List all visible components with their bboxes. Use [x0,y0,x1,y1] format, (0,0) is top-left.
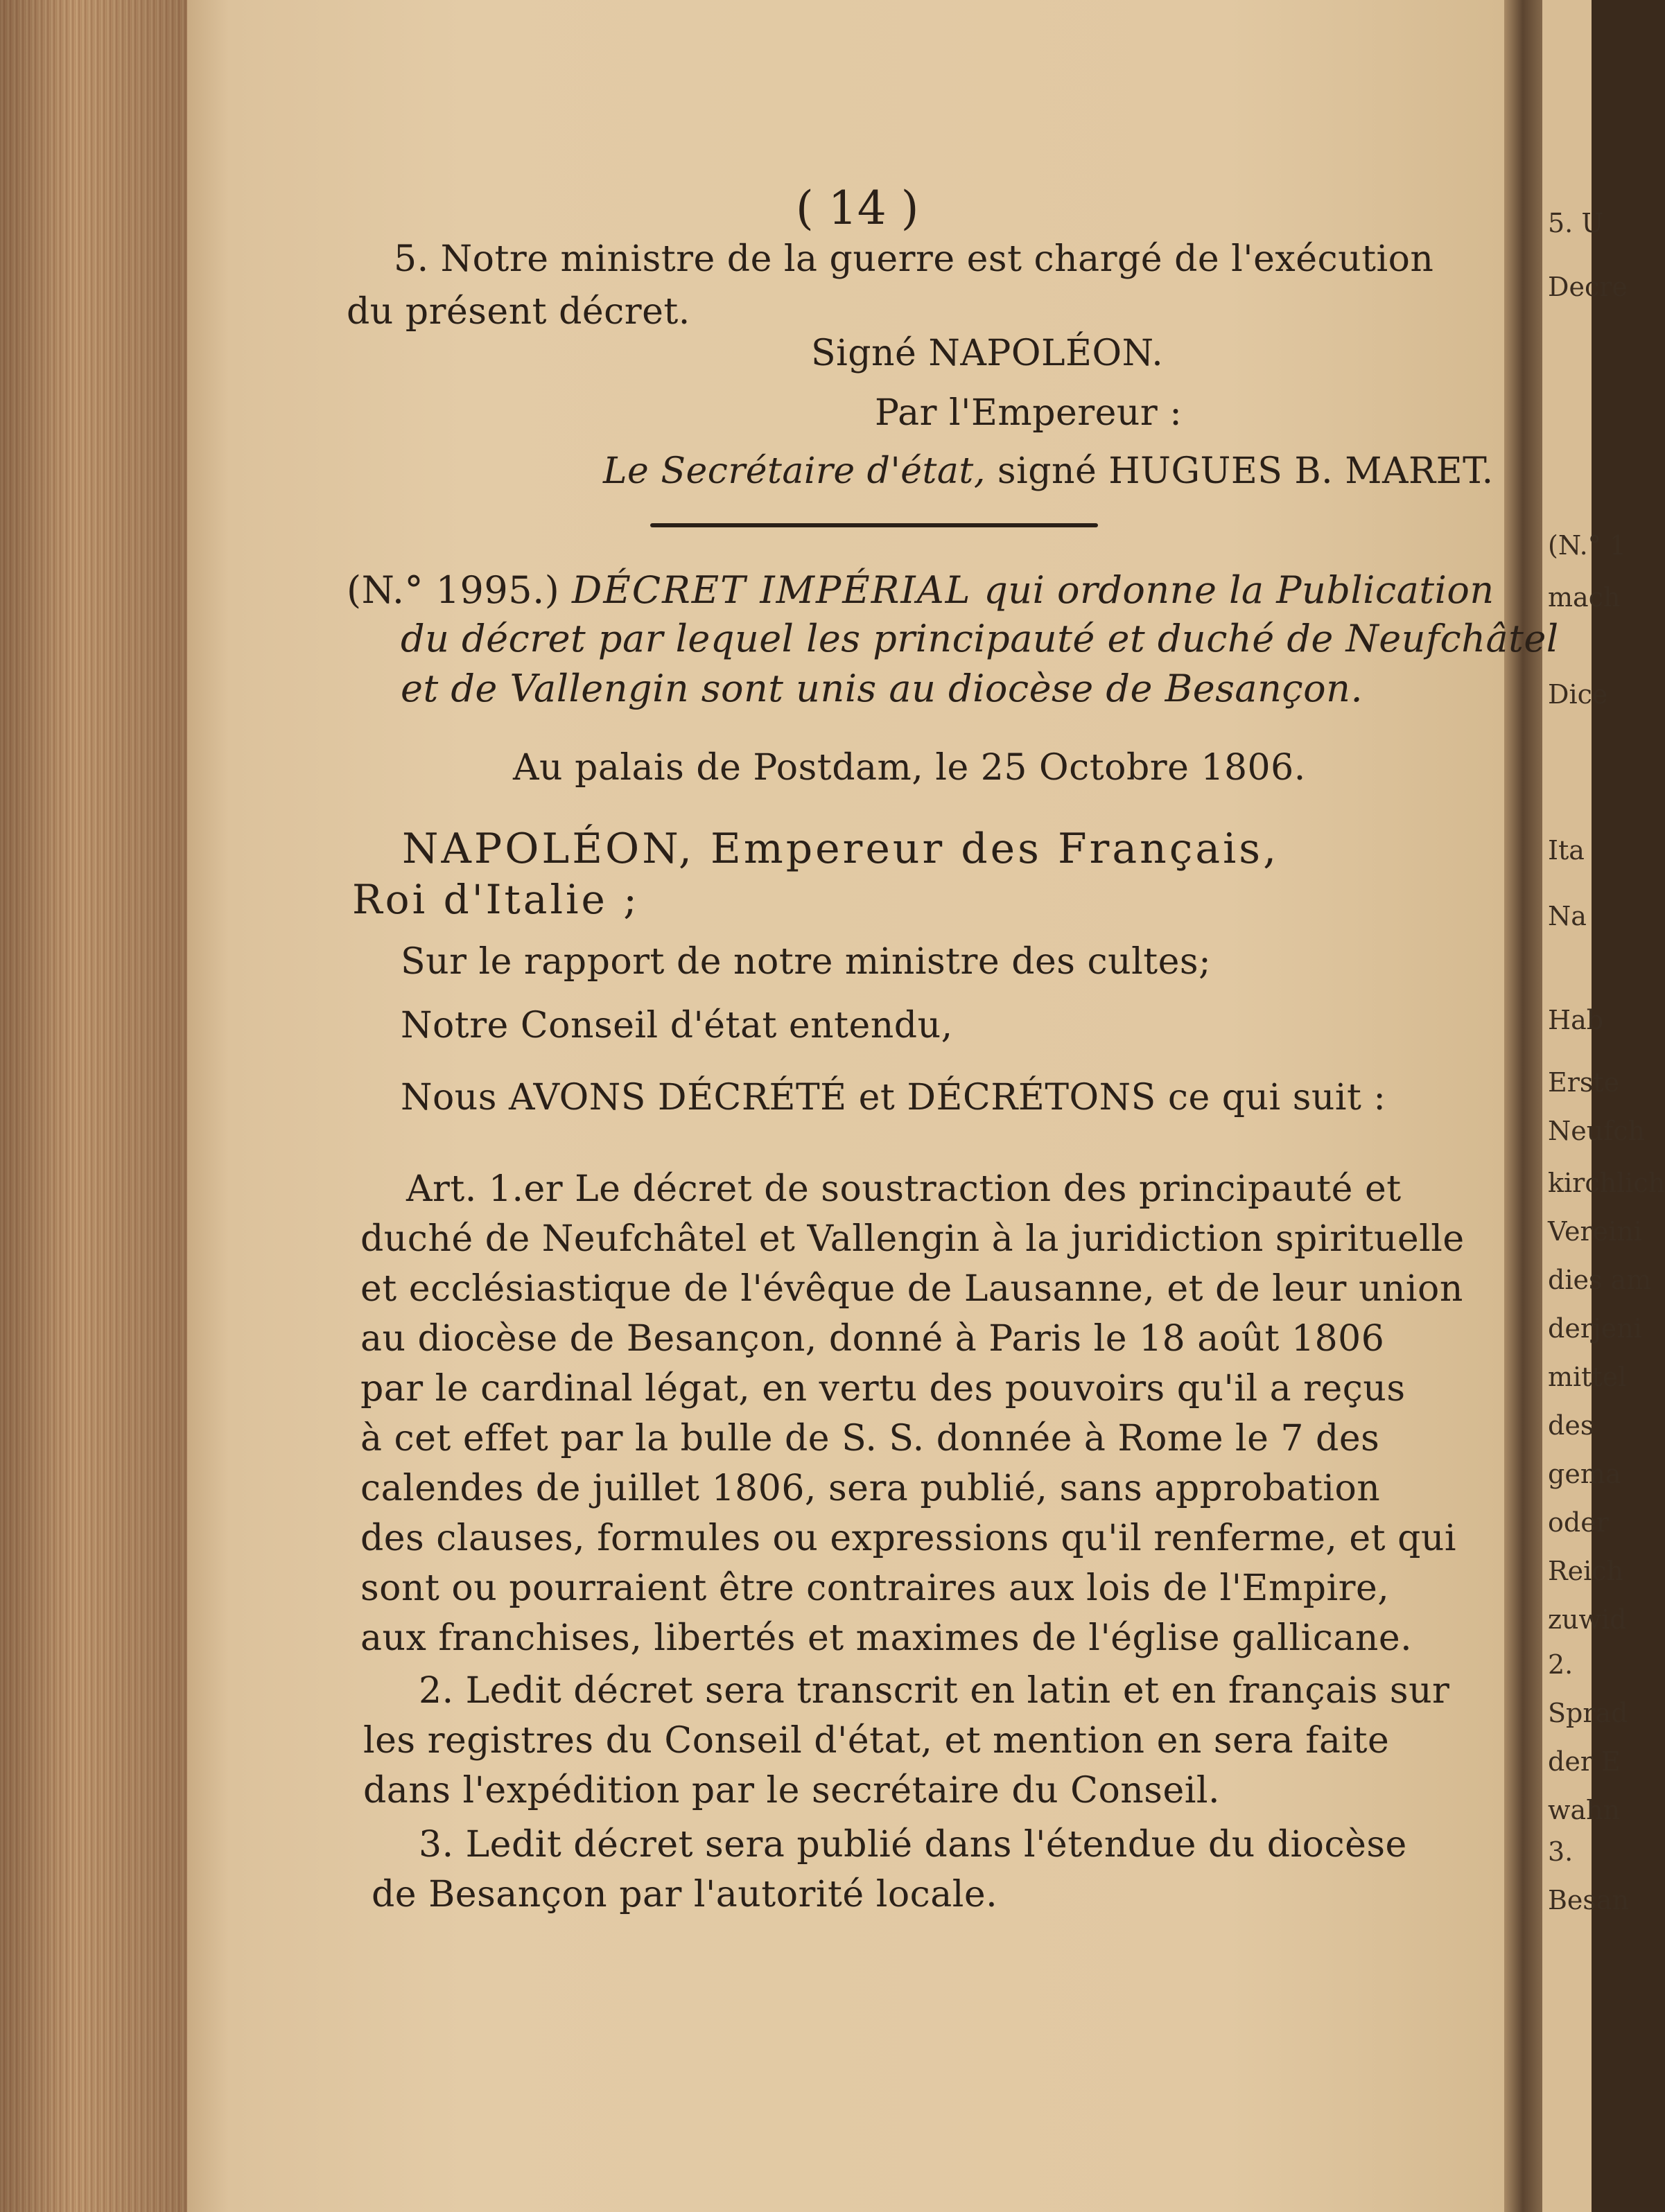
prev-article-line-1: 5. Notre ministre de la guerre est chargé de l'exécution [394,238,1434,280]
decree-heading-line-3: et de Vallengin sont unis au diocèse de Besançon. [401,667,1363,710]
article-3-line: de Besançon par l'autorité locale. [372,1874,998,1915]
article-1-line: calendes de juillet 1806, sera publié, sans approbation [360,1468,1381,1509]
facing-fragment: Vereini [1548,1216,1642,1247]
prev-article-line-2: du présent décret. [347,291,690,333]
article-1-line: par le cardinal légat, en vertu des pouvoirs qu'il a reçus [360,1368,1406,1410]
facing-fragment: mach [1548,582,1621,613]
article-1-line: aux franchises, libertés et maximes de l'église gallicane. [360,1617,1413,1659]
facing-fragment: zuwid [1548,1604,1627,1635]
signature-line: Signé NAPOLÉON. [811,333,1164,374]
facing-page [1542,0,1665,2212]
facing-fragment: der E [1548,1746,1621,1777]
facing-fragment: Reich [1548,1556,1624,1586]
decree-heading-line-1 [347,568,1494,612]
facing-fragment: (N.° 1 [1548,530,1626,561]
page-number: ( 14 ) [796,182,919,235]
facing-fragment: Dice [1548,679,1608,710]
preamble-1: Sur le rapport de notre ministre des cultes; [401,941,1212,983]
article-1-line: des clauses, formules ou expressions qu'il renferme, et qui [360,1518,1457,1559]
article-2-line: les registres du Conseil d'état, et mention en sera faite [363,1720,1390,1762]
decree-heading-line-2: du décret par lequel les principauté et duché de Neufchâtel [401,617,1559,660]
article-1-line: Art. 1.er Le décret de soustraction des principauté et [406,1168,1402,1210]
book-gutter [1504,0,1546,2212]
preamble-2: Notre Conseil d'état entendu, [401,1005,953,1046]
preamble-3: Nous AVONS DÉCRÉTÉ et DÉCRÉTONS ce qui suit : [401,1077,1386,1118]
article-1-line: duché de Neufchâtel et Vallengin à la juridiction spirituelle [360,1218,1465,1260]
article-1-line: au diocèse de Besançon, donné à Paris le 18 août 1806 [360,1318,1385,1360]
place-date: Au palais de Postdam, le 25 Octobre 1806. [513,747,1306,789]
facing-fragment: 2. [1548,1649,1574,1680]
article-3-line: 3. Ledit décret sera publié dans l'étendue du diocèse [419,1824,1407,1866]
facing-fragment: Decre [1548,272,1628,302]
facing-fragment: Sprad [1548,1698,1628,1728]
facing-fragment: mittel [1548,1362,1627,1392]
decree-title-caps: DÉCRET IMPÉRIAL [572,568,972,612]
facing-fragment: Besan [1548,1885,1630,1915]
book-page-edge [0,0,187,2212]
secretary-signed: signé HUGUES B. MARET. [997,450,1494,492]
facing-fragment: 5. U [1548,208,1604,238]
secretary-title: Le Secrétaire d'état, [603,450,986,492]
facing-fragment: derjeni [1548,1313,1642,1344]
facing-fragment: Neufch [1548,1116,1646,1146]
par-empereur: Par l'Empereur : [875,392,1183,434]
article-1-line: et ecclésiastique de l'évêque de Lausanne, et de leur union [360,1268,1463,1310]
facing-fragment: Hab [1548,1005,1604,1035]
facing-fragment: kirchlich [1548,1168,1665,1198]
decree-number: (N.° 1995.) [347,568,560,612]
facing-fragment: 3. [1548,1836,1574,1867]
facing-fragment: gema [1548,1459,1621,1489]
article-2-line: dans l'expédition par le secrétaire du Conseil. [363,1770,1221,1811]
facing-fragment: des [1548,1410,1594,1441]
secretary-line [603,450,1494,492]
decree-title-rest: qui ordonne la Publication [984,568,1494,612]
article-1-line: sont ou pourraient être contraires aux lois de l'Empire, [360,1568,1390,1609]
emperor-title-line-1: NAPOLÉON, Empereur des Français, [402,825,1280,873]
article-1-line: à cet effet par la bulle de S. S. donnée à Rome le 7 des [360,1418,1380,1459]
facing-fragment: dies am [1548,1265,1652,1295]
facing-fragment: wahn [1548,1795,1621,1825]
facing-fragment: Erste [1548,1067,1620,1098]
emperor-title-line-2: Roi d'Italie ; [352,876,640,923]
facing-fragment: Na [1548,901,1587,931]
facing-fragment: oder [1548,1507,1609,1538]
article-2-line: 2. Ledit décret sera transcrit en latin et en français sur [419,1670,1450,1712]
section-divider [650,523,1098,527]
facing-fragment: Ita [1548,835,1585,866]
